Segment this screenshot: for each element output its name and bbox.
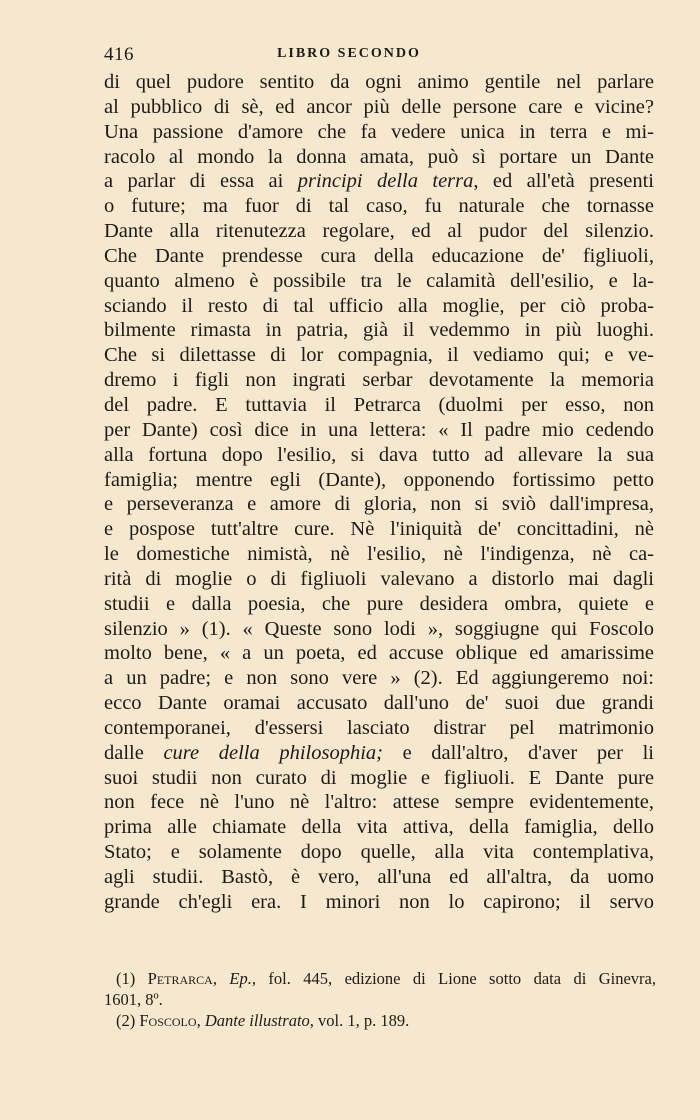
text-line: a un padre; e non sono vere » (2). Ed aggiungeremo noi: — [104, 667, 654, 690]
footnotes — [104, 968, 656, 1031]
text-line: Stato; e solamente dopo quelle, alla vita contemplativa, — [104, 841, 654, 864]
text-line: studii e dalla poesia, che pure desidera ombra, quiete e — [104, 592, 654, 615]
text-line: o future; ma fuor di tal caso, fu naturale che tornasse — [104, 195, 654, 218]
text-line: di quel pudore sentito da ogni animo gentile nel parlare — [104, 71, 654, 93]
text-line: bilmente rimasta in patria, già il vedemmo in più luoghi. — [104, 319, 654, 342]
footnote-marker: (2) — [116, 1011, 136, 1030]
text-line: famiglia; mentre egli (Dante), opponendo fortissimo petto — [104, 468, 654, 491]
text-line: Dante alla ritenutezza regolare, ed al pudor del silenzio. — [104, 220, 654, 243]
text-line: non fece nè l'uno nè l'altro: attese sempre evidentemente, — [104, 791, 654, 814]
page-number: 416 — [104, 44, 134, 65]
text-line: Che si dilettasse di lor compagnia, il vediamo qui; e ve- — [104, 344, 654, 367]
text-line: rità di moglie o di figliuoli valevano a distorlo mai dagli — [104, 567, 654, 590]
text-line: contemporanei, d'essersi lasciato distrar pel matrimonio — [104, 716, 654, 739]
footnote-1-continued: 1601, 8º. — [104, 990, 163, 1009]
text-line: Che Dante prendesse cura della educazione de' figliuoli, — [104, 244, 654, 267]
italic-phrase: principi della terra — [297, 170, 474, 193]
text-line: molto bene, « a un poeta, ed accuse oblique ed amarissime — [104, 642, 654, 665]
text-line: grande ch'egli era. I minori non lo capirono; il servo — [104, 890, 654, 913]
text-segment: e dall'altro, d'aver per li — [382, 741, 655, 764]
text-segment: dalle — [104, 741, 164, 764]
body-text — [104, 70, 654, 915]
running-head — [104, 44, 594, 70]
footnote-work: Dante illustrato — [204, 1011, 310, 1030]
footnote-2: (2) Foscolo, Dante illustrato, vol. 1, p. 189. — [116, 1011, 410, 1030]
text-line: racolo al mondo la donna amata, può sì portare un Dante — [104, 145, 654, 168]
text-line: silenzio » (1). « Queste sono lodi », soggiugne qui Foscolo — [104, 617, 654, 640]
text-line: sciando il resto di tal ufficio alla moglie, per ciò proba- — [104, 294, 654, 317]
italic-phrase: cure della philosophia; — [163, 741, 383, 764]
text-line: le domestiche nimistà, nè l'esilio, nè l'indigenza, nè ca- — [104, 543, 654, 566]
text-line: Una passione d'amore che fa vedere unica in terra e mi- — [104, 120, 654, 143]
footnote-work: Ep. — [229, 969, 252, 988]
footnote-marker: (1) — [116, 969, 136, 988]
text-line: per Dante) così dice in una lettera: « Il padre mio cedendo — [104, 418, 654, 441]
text-segment: a parlar di essa ai — [104, 170, 298, 193]
footnote-author: Petrarca — [147, 969, 213, 988]
footnote-author: Foscolo — [139, 1011, 197, 1030]
footnote-text: , fol. 445, edizione di Lione sotto data di Ginevra, — [251, 969, 656, 988]
text-line: dremo i figli non ingrati serbar devotamente la memoria — [104, 369, 654, 392]
text-line: del padre. E tuttavia il Petrarca (duolmi per esso, non — [104, 393, 654, 416]
text-line — [104, 741, 654, 766]
text-line: e perseveranza e amore di gloria, non si sviò dall'impresa, — [104, 493, 654, 516]
footnote-text: , vol. 1, p. 189. — [309, 1011, 410, 1030]
footnote-1: (1) Petrarca, Ep., fol. 445, edizione di Lione sotto data di Ginevra, — [116, 969, 656, 988]
text-line: quanto almeno è possibile tra le calamità dell'esilio, e la- — [104, 269, 654, 292]
text-line: prima alle chiamate della vita attiva, della famiglia, dello — [104, 816, 654, 839]
text-line: e pospose tutt'altre cure. Nè l'iniquità de' concittadini, nè — [104, 518, 654, 541]
text-segment: , ed all'età presenti — [473, 170, 655, 193]
text-line — [104, 169, 654, 194]
text-line: suoi studii non curato di moglie e figliuoli. E Dante pure — [104, 766, 654, 789]
text-line: ecco Dante oramai accusato dall'uno de' suoi due grandi — [104, 692, 654, 715]
text-line: al pubblico di sè, ed ancor più delle persone care e vicine? — [104, 95, 654, 118]
text-line: agli studii. Bastò, è vero, all'una ed all'altra, da uomo — [104, 866, 654, 888]
text-line: alla fortuna dopo l'esilio, si dava tutto ad allevare la sua — [104, 443, 654, 466]
running-title: LIBRO SECONDO — [277, 46, 421, 61]
